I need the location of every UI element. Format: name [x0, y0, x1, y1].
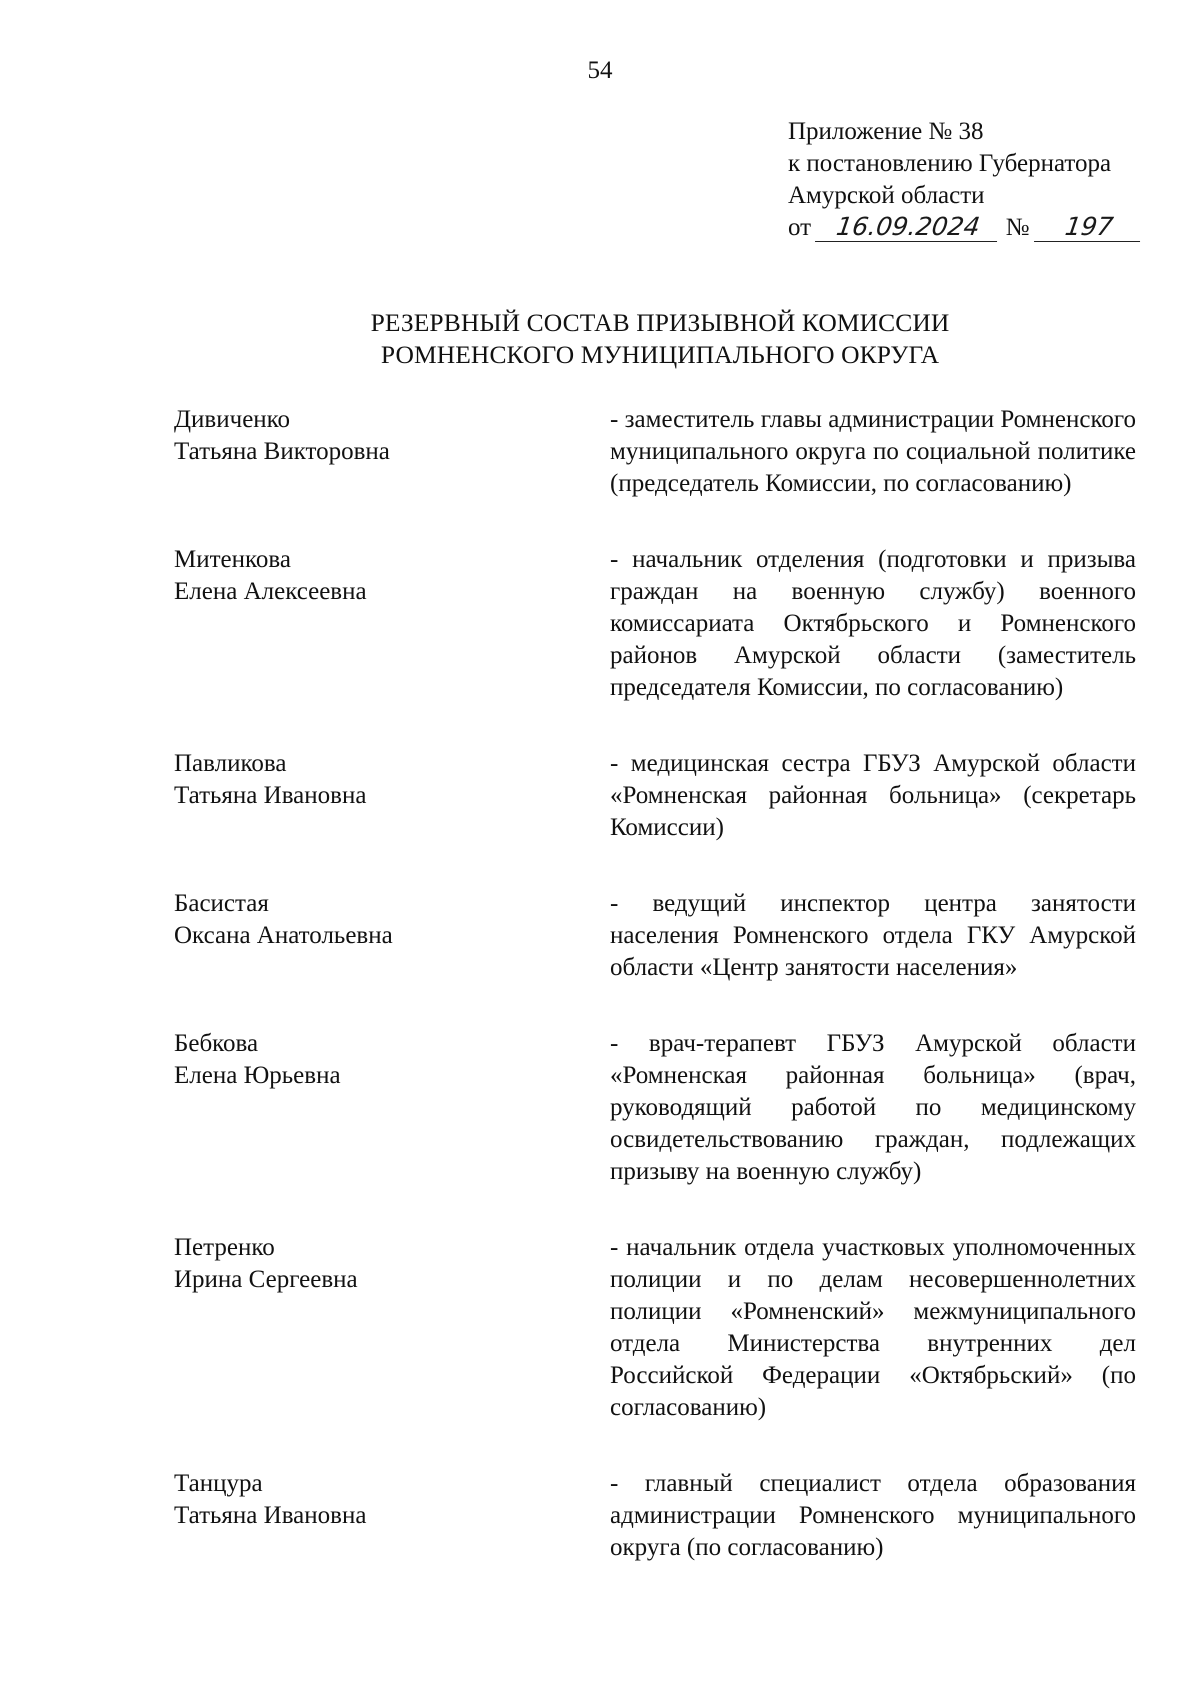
member-name — [174, 544, 610, 704]
title-line-1: РЕЗЕРВНЫЙ СОСТАВ ПРИЗЫВНОЙ КОМИССИИ — [370, 308, 950, 337]
member-surname: Митенкова — [174, 546, 291, 573]
member-name — [174, 1232, 610, 1424]
member-entry — [174, 544, 1136, 704]
appendix-region: Амурской области — [788, 182, 985, 209]
members-list — [174, 404, 1136, 1564]
member-entry — [174, 1468, 1136, 1564]
member-name — [174, 748, 610, 844]
member-given-name: Оксана Анатольевна — [174, 922, 393, 949]
member-surname: Дивиченко — [174, 406, 291, 433]
member-surname: Бебкова — [174, 1030, 259, 1057]
member-given-name: Татьяна Викторовна — [174, 438, 390, 465]
member-entry — [174, 404, 1136, 500]
member-name — [174, 1028, 610, 1188]
appendix-date-line — [788, 212, 1158, 244]
member-entry — [174, 1028, 1136, 1188]
page-number: 54 — [587, 57, 613, 84]
date-prefix: от — [788, 214, 812, 241]
member-surname: Петренко — [174, 1234, 275, 1261]
member-entry — [174, 748, 1136, 844]
member-surname: Басистая — [174, 890, 269, 917]
member-given-name: Ирина Сергеевна — [174, 1266, 358, 1293]
member-given-name: Татьяна Ивановна — [174, 1502, 367, 1529]
member-role: - заместитель главы администрации Ромненского муниципального округа по социальной политике (председатель Комиссии, по согласованию) — [610, 406, 1136, 497]
member-role: - врач-терапевт ГБУЗ Амурской области «Ромненская районная больница» (врач, руководящий работой по медицинскому освидетельствованию граждан, подлежащих призыву на военную службу) — [610, 1030, 1136, 1185]
appendix-number: Приложение № 38 — [788, 118, 984, 145]
member-role: - начальник отдела участковых уполномоченных полиции и по делам несовершеннолетних полиции «Ромненский» межмуниципального отдела Министерства внутренних дел Российской Федерации «Октябрьский» (по согласованию) — [610, 1234, 1136, 1421]
member-surname: Павликова — [174, 750, 287, 777]
member-role: - начальник отделения (подготовки и призыва граждан на военную службу) военного комиссариата Октябрьского и Ромненского районов Амурской области (заместитель председателя Комиссии, по согласованию) — [610, 546, 1136, 701]
number-prefix: № — [1005, 214, 1030, 241]
title-line-2: РОМНЕНСКОГО МУНИЦИПАЛЬНОГО ОКРУГА — [380, 340, 940, 369]
member-entry — [174, 888, 1136, 984]
member-given-name: Елена Алексеевна — [174, 578, 367, 605]
member-role: - главный специалист отдела образования администрации Ромненского муниципального округа (по согласованию) — [610, 1470, 1136, 1561]
member-name — [174, 888, 610, 984]
member-given-name: Татьяна Ивановна — [174, 782, 367, 809]
member-role: - ведущий инспектор центра занятости населения Ромненского отдела ГКУ Амурской области «Центр занятости населения» — [610, 890, 1136, 981]
handwritten-number: 197 — [1034, 213, 1144, 242]
appendix-reference: к постановлению Губернатора — [788, 150, 1112, 177]
appendix-header — [788, 116, 1158, 244]
member-given-name: Елена Юрьевна — [174, 1062, 341, 1089]
member-surname: Танцура — [174, 1470, 263, 1497]
member-name — [174, 1468, 610, 1564]
member-entry — [174, 1232, 1136, 1424]
member-role: - медицинская сестра ГБУЗ Амурской области «Ромненская районная больница» (секретарь Комиссии) — [610, 750, 1136, 841]
handwritten-date: 16.09.2024 — [815, 213, 1001, 242]
document-title — [0, 307, 1200, 371]
member-name — [174, 404, 610, 500]
